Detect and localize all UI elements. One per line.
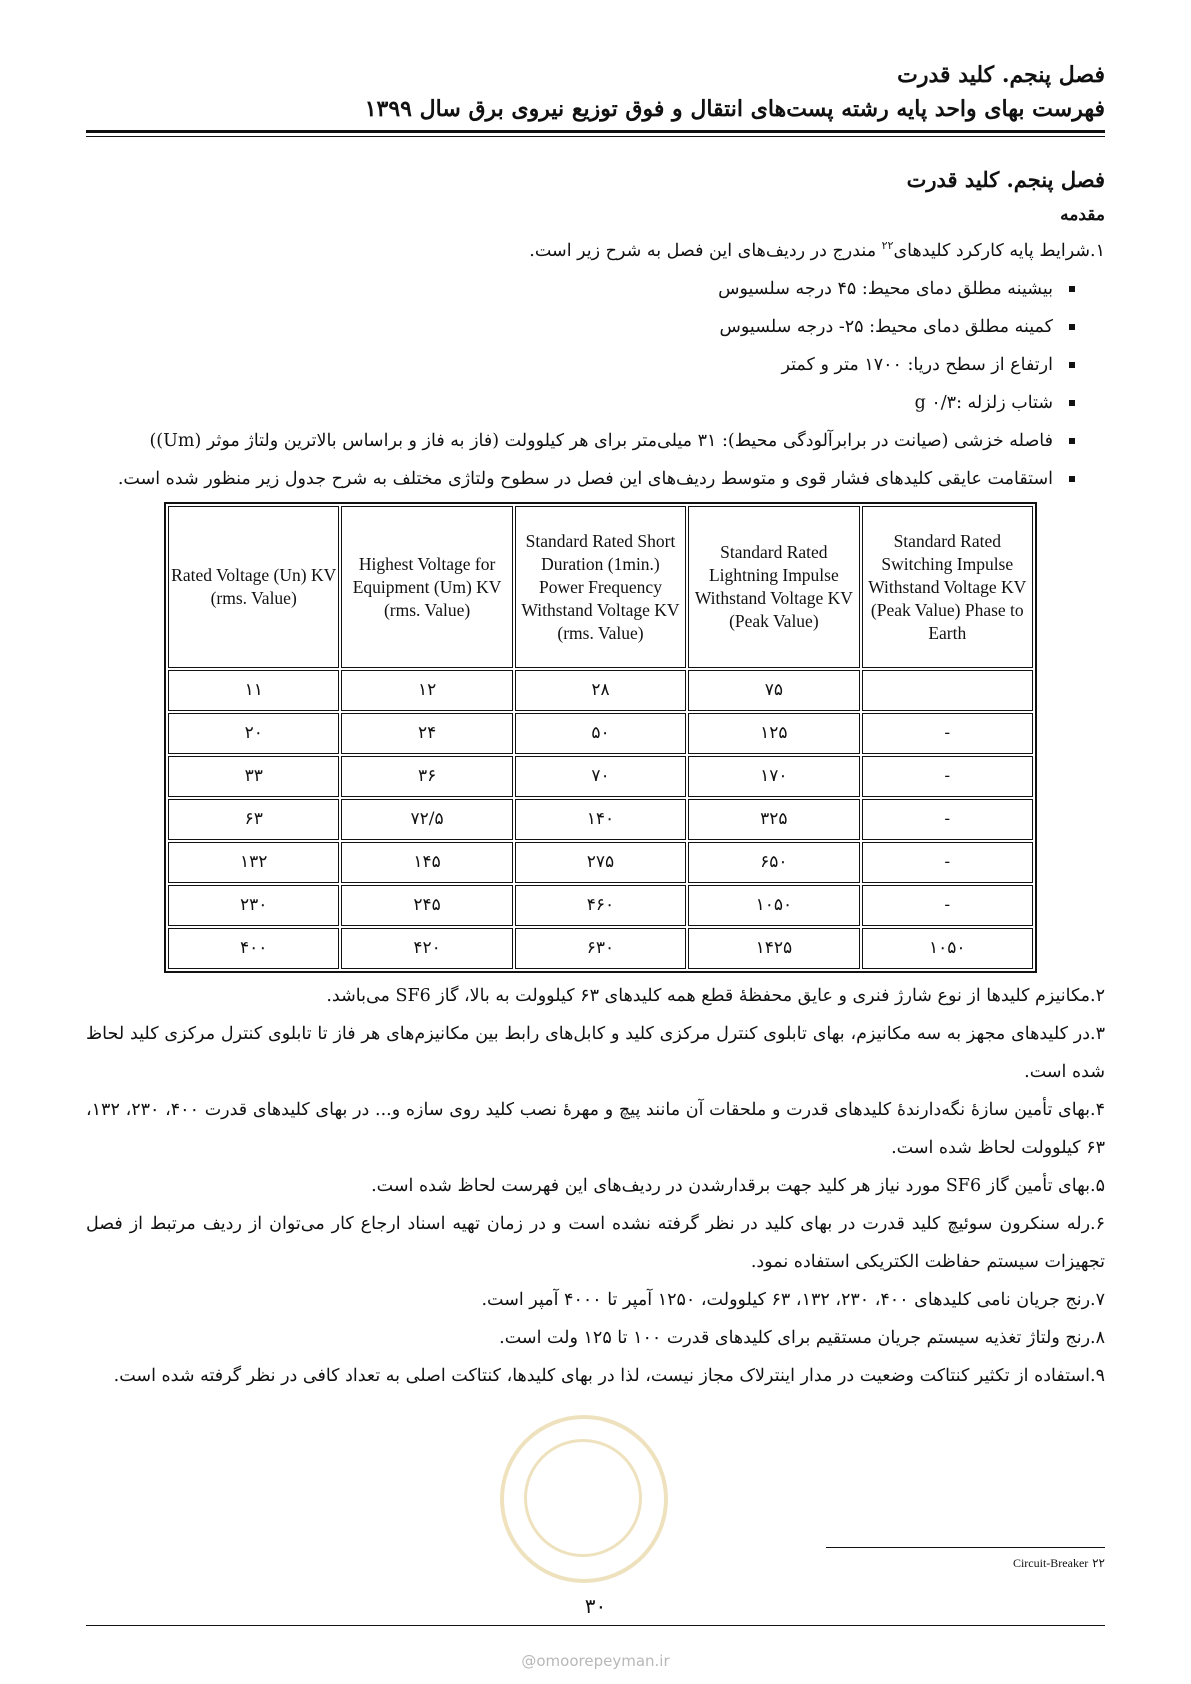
table-header-row <box>168 506 1033 668</box>
footer-rule <box>86 1625 1105 1626</box>
insulation-table <box>164 502 1037 973</box>
footnote-number: ۲۲ <box>1092 1556 1105 1570</box>
list-item: استقامت عایقی کلیدهای فشار قوی و متوسط ردیف‌های این فصل در سطوح ولتاژی مختلف به شرح جدول زیر منظور شده است. <box>86 460 1075 498</box>
table-row <box>168 799 1033 840</box>
paragraph-5: ۵.بهای تأمین گاز SF6 مورد نیاز هر کلید جهت برقدارشدن در ردیف‌های این فهرست لحاظ شده است. <box>371 1176 1105 1196</box>
table-cell: ۷۰ <box>515 756 686 797</box>
list-item: فاصله خزشی (صیانت در برابرآلودگی محیط): ۳۱ میلی‌متر برای هر کیلوولت (فاز به فاز و براساس بالاترین ولتاژ موثر (Um)) <box>86 422 1075 460</box>
table-cell <box>862 670 1033 711</box>
table-row <box>168 885 1033 926</box>
paragraph-8: ۸.رنج ولتاژ تغذیه سیستم جریان مستقیم برای کلیدهای قدرت ۱۰۰ تا ۱۲۵ ولت است. <box>499 1328 1105 1348</box>
table-cell: ۱۴۵ <box>341 842 512 883</box>
paragraph-3: ۳.در کلیدهای مجهز به سه مکانیزم، بهای تابلوی کنترل مرکزی کلید و کابل‌های رابط بین مکانیزم‌های هر فاز تا تابلوی کنترل مرکزی کلید لحاظ شده است. <box>86 1024 1105 1082</box>
table-cell: ۷۵ <box>688 670 859 711</box>
table-cell: ۲۸ <box>515 670 686 711</box>
table-header-cell: Rated Voltage (Un) KV (rms. Value) <box>168 506 339 668</box>
table-cell: ۶۵۰ <box>688 842 859 883</box>
table-cell: ۲۰ <box>168 713 339 754</box>
table-cell: - <box>862 842 1033 883</box>
table-cell: ۲۷۵ <box>515 842 686 883</box>
table-cell: ۶۳ <box>168 799 339 840</box>
watermark-url: @omoorepeyman.ir <box>521 1652 670 1670</box>
table-header-cell: Standard Rated Switching Impulse Withstand Voltage KV (Peak Value) Phase to Earth <box>862 506 1033 668</box>
page-header <box>86 58 1105 126</box>
table-cell: - <box>862 756 1033 797</box>
item-1-text: ۱.شرایط پایه کارکرد کلیدهای <box>893 241 1105 261</box>
table-cell: ۴۰۰ <box>168 928 339 969</box>
table-cell: ۴۲۰ <box>341 928 512 969</box>
table-cell: ۲۳۰ <box>168 885 339 926</box>
header-document-title: فهرست بهای واحد پایه رشته پست‌های انتقال و فوق توزیع نیروی برق سال ۱۳۹۹ <box>364 96 1105 122</box>
paragraph-4: ۴.بهای تأمین سازهٔ نگه‌دارندهٔ کلیدهای قدرت و ملحقات آن مانند پیچ و مهرهٔ نصب کلید روی سازه و... در بهای کلیدهای قدرت ۴۰۰، ۲۳۰، ۱۳۲، ۶۳ کیلوولت لحاظ شده است. <box>86 1100 1105 1158</box>
page-number: ۳۰ <box>584 1594 607 1618</box>
header-chapter-title: فصل پنجم. کلید قدرت <box>897 62 1105 88</box>
footnote-ref: ۲۲ <box>881 239 894 253</box>
table-row <box>168 670 1033 711</box>
paragraph-9: ۹.استفاده از تکثیر کنتاکت وضعیت در مدار اینترلاک مجاز نیست، لذا در بهای کلیدها، کنتاکت اصلی به تعداد کافی در نظر گرفته شده است. <box>113 1366 1105 1386</box>
paragraph-2: ۲.مکانیزم کلیدها از نوع شارژ فنری و عایق محفظهٔ قطع همه کلیدهای ۶۳ کیلوولت به بالا، گاز SF6 می‌باشد. <box>326 986 1105 1006</box>
list-item: ارتفاع از سطح دریا: ۱۷۰۰ متر و کمتر <box>86 346 1075 384</box>
table-row <box>168 756 1033 797</box>
table-cell: ۱۴۰ <box>515 799 686 840</box>
table-cell: ۱۰۵۰ <box>862 928 1033 969</box>
item-1-text-rest: مندرج در ردیف‌های این فصل به شرح زیر است. <box>529 241 882 261</box>
table-row <box>168 713 1033 754</box>
page-content <box>86 162 1105 1395</box>
conditions-list <box>86 270 1105 498</box>
table-cell: ۱۲ <box>341 670 512 711</box>
table-row <box>168 928 1033 969</box>
paragraph-7: ۷.رنج جریان نامی کلیدهای ۴۰۰، ۲۳۰، ۱۳۲، ۶۳ کیلوولت، ۱۲۵۰ آمپر تا ۴۰۰۰ آمپر است. <box>481 1290 1105 1310</box>
table-row <box>168 842 1033 883</box>
table-cell: ۵۰ <box>515 713 686 754</box>
header-rule-thick <box>86 130 1105 133</box>
item-1 <box>86 232 1105 270</box>
table-cell: ۲۴۵ <box>341 885 512 926</box>
list-item: کمینه مطلق دمای محیط: ۲۵- درجه سلسیوس <box>86 308 1075 346</box>
table-cell: ۴۶۰ <box>515 885 686 926</box>
watermark-seal-logo <box>500 1415 668 1583</box>
footnote <box>1013 1556 1105 1571</box>
table-cell: ۱۳۲ <box>168 842 339 883</box>
list-item: شتاب زلزله :g ۰/۳ <box>86 384 1075 422</box>
intro-heading: مقدمه <box>1060 205 1105 225</box>
table-cell: - <box>862 885 1033 926</box>
paragraph-6: ۶.رله سنکرون سوئیچ کلید قدرت در بهای کلید در نظر گرفته نشده است و در زمان تهیه اسناد ارجاع کار می‌توان از ردیف مرتبط از فصل تجهیزات سیستم حفاظت الکتریکی استفاده نمود. <box>86 1214 1105 1272</box>
table-cell: ۲۴ <box>341 713 512 754</box>
table-cell: ۱۱ <box>168 670 339 711</box>
footnote-divider <box>826 1547 1105 1548</box>
table-cell: ۳۳ <box>168 756 339 797</box>
footnote-text: Circuit-Breaker <box>1012 1556 1089 1570</box>
table-cell: - <box>862 713 1033 754</box>
table-cell: ۱۷۰ <box>688 756 859 797</box>
table-cell: ۶۳۰ <box>515 928 686 969</box>
list-item: بیشینه مطلق دمای محیط: ۴۵ درجه سلسیوس <box>86 270 1075 308</box>
table-cell: ۷۲/۵ <box>341 799 512 840</box>
table-cell: ۱۰۵۰ <box>688 885 859 926</box>
table-cell: ۱۴۲۵ <box>688 928 859 969</box>
header-rule-thin <box>86 136 1105 137</box>
table-header-cell: Standard Rated Lightning Impulse Withstand Voltage KV (Peak Value) <box>688 506 859 668</box>
table-header-cell: Highest Voltage for Equipment (Um) KV (rms. Value) <box>341 506 512 668</box>
table-cell: - <box>862 799 1033 840</box>
table-cell: ۱۲۵ <box>688 713 859 754</box>
table-cell: ۳۲۵ <box>688 799 859 840</box>
section-title: فصل پنجم. کلید قدرت <box>906 167 1105 192</box>
table-cell: ۳۶ <box>341 756 512 797</box>
table-header-cell: Standard Rated Short Duration (1min.) Power Frequency Withstand Voltage KV (rms. Value) <box>515 506 686 668</box>
